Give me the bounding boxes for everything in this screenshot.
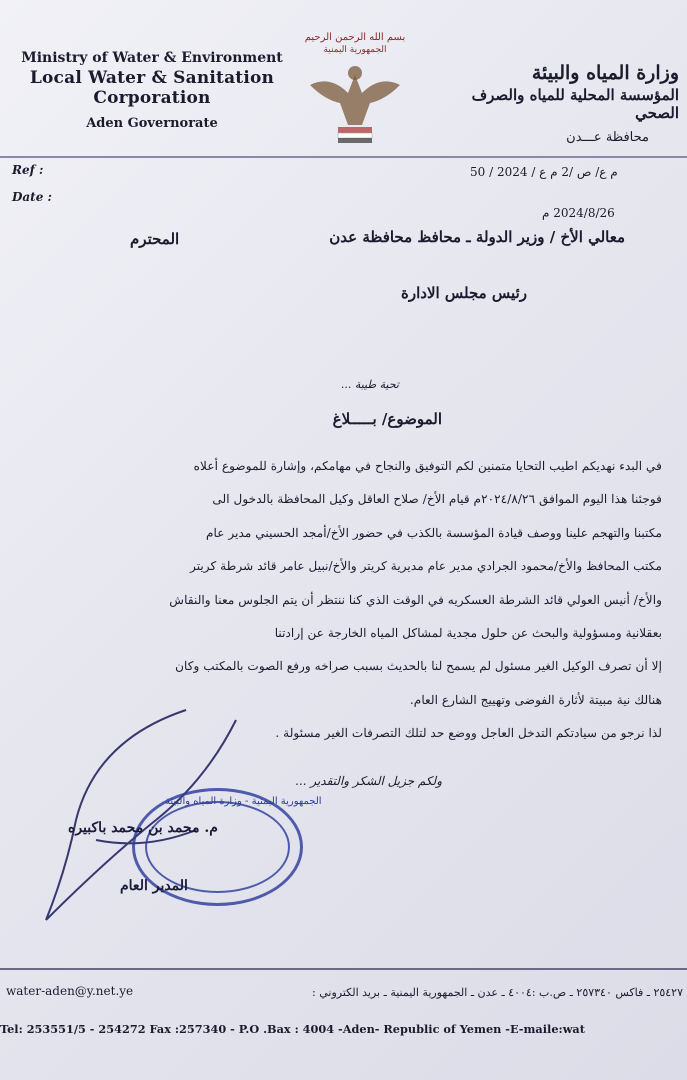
english-letterhead xyxy=(12,50,292,131)
subject-line: الموضوع/ بـــــلاغ xyxy=(332,410,442,428)
body-line: لذا نرجو من سيادتكم التدخل العاجل ووضع حد لتلك التصرفات الغير مسئولة . xyxy=(275,726,662,741)
body-line: هنالك نية مبيتة لأثارة الفوضى وتهييج الشارع العام. xyxy=(409,692,662,707)
footer-email: water-aden@y.net.ye xyxy=(6,984,134,998)
addressee: معالي الأخ / وزير الدولة ـ محافظ محافظة عدن xyxy=(329,228,625,246)
body-line: بعقلانية ومسؤولية والبحث عن حلول مجدية لمشاكل المياه الخارجة عن إرادتنا xyxy=(274,625,662,640)
addressee-role: رئيس مجلس الادارة xyxy=(401,284,527,302)
stamp-text: الجمهورية اليمنية - وزارة المياه والبيئة xyxy=(165,796,322,807)
date-label: Date : xyxy=(12,190,52,204)
footer-contacts-en: Tel: 253551/5 - 254272 Fax :257340 - P.O .Bax : 4004 -Aden- Republic of Yemen -E-maile:wat xyxy=(0,1022,585,1036)
eagle-emblem-icon xyxy=(300,55,410,145)
governorate-ar: محافظة عـــدن xyxy=(566,130,649,145)
corporation-name-en: Local Water & Sanitation Corporation xyxy=(29,68,275,108)
date-value: 2024/8/26 م xyxy=(542,206,615,220)
governorate-en: Aden Governorate xyxy=(86,116,218,131)
body-line: فوجئنا هذا اليوم الموافق ٢٠٢٤/٨/٢٦م قيام الأخ/ صلاح العاقل وكيل المحافظة بالدخول الى xyxy=(212,492,662,507)
yemen-emblem xyxy=(300,32,410,152)
closing: ولكم جزيل الشكر والتقدير ... xyxy=(295,774,442,788)
body-line: مكتبنا والتهجم علينا ووصف قيادة المؤسسة بالكذب في حضور الأخ/أمجد الحسيني مدير عام xyxy=(205,525,662,540)
body-line: إلا أن تصرف الوكيل الغير مسئول لم يسمح لنا بالحديث بسبب صراخه ورفع الصوت بالمكتب وكان xyxy=(175,659,662,674)
signer-title: المدير العام xyxy=(120,878,188,894)
arabic-letterhead xyxy=(439,62,679,145)
signer-name: م. محمد بن محمد باكبيره xyxy=(68,820,218,836)
ministry-name-en: Ministry of Water & Environment xyxy=(21,50,283,66)
body-line: مكتب المحافظ والأخ/محمود الجرادي مدير عام مديرية كريتر والأخ/نبيل عامر قائد شرطة كريتر xyxy=(189,559,662,574)
honorific: المحترم xyxy=(130,230,180,248)
basmala: بسم الله الرحمن الرحيم xyxy=(304,32,406,43)
republic-label: الجمهورية اليمنية xyxy=(323,45,387,55)
header-divider xyxy=(0,156,687,158)
ref-number: م ع/ ص /2 م ع / 2024 / 50 xyxy=(470,165,618,179)
body-line: والأخ/ أنيس العولي قائد الشرطة العسكريه في الوقت الذي كنا ننتظر أن يتم الجلوس معنا والنقاش xyxy=(169,592,662,607)
corporation-name-ar: المؤسسة المحلية للمياه والصرف الصحي xyxy=(471,86,679,122)
ministry-name-ar: وزارة المياه والبيئة xyxy=(531,62,679,84)
ref-label: Ref : xyxy=(12,163,44,177)
body-line: في البدء نهديكم اطيب التحايا متمنين لكم التوفيق والنجاح في مهامكم، وإشارة للموضوع أعلاه xyxy=(193,459,662,473)
footer-contacts-ar: ٢٥٤٢٧ ـ فاكس ٢٥٧٣٤٠ ـ ص.ب :٤٠٠٤ ـ عدن ـ الجمهورية اليمنية ـ بريد الكتروني : xyxy=(312,986,683,999)
footer-divider xyxy=(0,968,687,970)
greeting: تحية طيبة ... xyxy=(340,378,399,391)
